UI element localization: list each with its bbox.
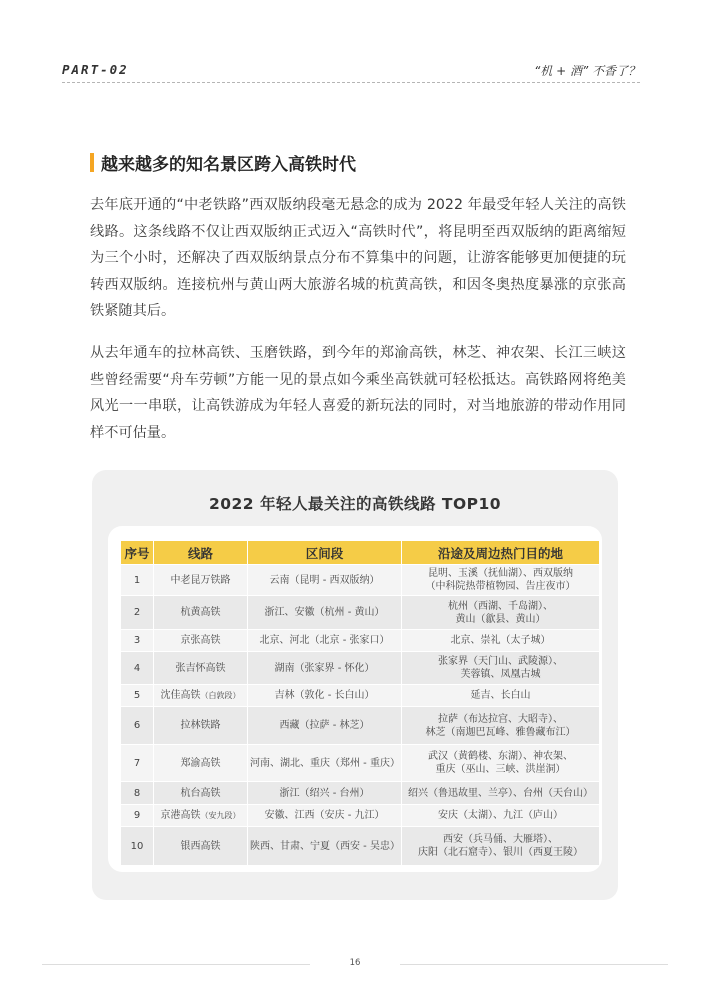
destination-line: 拉萨（布达拉宫、大昭寺）、 bbox=[438, 713, 563, 725]
row-destinations bbox=[401, 805, 599, 826]
row-no: 7 bbox=[121, 745, 153, 781]
row-destinations bbox=[401, 782, 599, 804]
destination-line: 安庆（太湖）、九江（庐山） bbox=[438, 810, 563, 821]
row-segment: 湖南（张家界 - 怀化） bbox=[247, 652, 401, 684]
row-segment: 云南（昆明 - 西双版纳） bbox=[247, 565, 401, 595]
row-segment: 吉林（敦化 - 长白山） bbox=[247, 685, 401, 706]
table-row bbox=[121, 782, 599, 804]
table-row bbox=[121, 630, 599, 651]
destination-line: 黄山（歙县、黄山） bbox=[455, 613, 546, 625]
table-row bbox=[121, 707, 599, 744]
header-route: 线路 bbox=[153, 541, 247, 564]
row-route bbox=[153, 805, 247, 826]
table-row bbox=[121, 827, 599, 865]
header-divider bbox=[62, 82, 640, 83]
row-no: 1 bbox=[121, 565, 153, 595]
row-segment: 浙江、安徽（杭州 - 黄山） bbox=[247, 596, 401, 629]
table-row bbox=[121, 685, 599, 706]
destination-line: 重庆（巫山、三峡、洪崖洞） bbox=[435, 764, 566, 775]
page-number: 16 bbox=[349, 958, 361, 968]
row-segment: 浙江（绍兴 - 台州） bbox=[247, 782, 401, 804]
row-no: 6 bbox=[121, 707, 153, 744]
destination-line: 昆明、玉溪（抚仙湖）、西双版纳 bbox=[428, 568, 573, 579]
destination-line: （中科院热带植物园、告庄夜市） bbox=[425, 581, 576, 592]
row-segment: 安徽、江西（安庆 - 九江） bbox=[247, 805, 401, 826]
row-no: 4 bbox=[121, 652, 153, 684]
destination-line: 张家界（天门山、武陵源）、 bbox=[438, 656, 563, 667]
destination-line: 延吉、长白山 bbox=[470, 690, 531, 701]
destination-line: 西安（兵马俑、大雁塔）、 bbox=[443, 834, 558, 845]
header-destinations: 沿途及周边热门目的地 bbox=[401, 541, 599, 564]
row-no: 8 bbox=[121, 782, 153, 804]
row-destinations bbox=[401, 596, 599, 629]
section-heading bbox=[90, 151, 356, 173]
row-destinations bbox=[401, 685, 599, 706]
row-route: 杭黄高铁 bbox=[153, 596, 247, 629]
part-label: PART-02 bbox=[62, 62, 129, 77]
destination-line: 林芝（南迦巴瓦峰、雅鲁藏布江） bbox=[425, 726, 576, 738]
row-destinations bbox=[401, 652, 599, 684]
header-no: 序号 bbox=[121, 541, 153, 564]
chapter-title: “机 + 酒” 不香了？ bbox=[534, 64, 640, 78]
paragraph-1: 去年底开通的“中老铁路”西双版纳段毫无悬念的成为 2022 年最受年轻人关注的高铁线路。这条线路不仅让西双版纳正式迈入“高铁时代”，将昆明至西双版纳的距离缩短为三个小时，还解决了西双版纳景点分布不算集中的问题，让游客能够更加便捷的玩转西双版纳。连接杭州与黄山两大旅游名城的杭黄高铁，和因冬奥热度暴涨的京张高铁紧随其后。 bbox=[90, 197, 626, 319]
row-destinations bbox=[401, 565, 599, 595]
row-no: 3 bbox=[121, 630, 153, 651]
destination-line: 绍兴（鲁迅故里、兰亭）、台州（天台山） bbox=[408, 787, 593, 799]
row-route: 京张高铁 bbox=[153, 630, 247, 651]
table-row bbox=[121, 596, 599, 629]
row-no: 5 bbox=[121, 685, 153, 706]
row-route bbox=[153, 685, 247, 706]
row-segment: 西藏（拉萨 - 林芝） bbox=[247, 707, 401, 744]
row-destinations bbox=[401, 827, 599, 865]
route-note: （安九段） bbox=[200, 811, 241, 820]
table-title: 2022 年轻人最关注的高铁线路 TOP10 bbox=[208, 495, 502, 513]
accent-bar bbox=[90, 153, 94, 172]
route-name: 沈佳高铁 bbox=[160, 690, 201, 701]
row-no: 2 bbox=[121, 596, 153, 629]
row-route: 拉林铁路 bbox=[153, 707, 247, 744]
paragraph-2: 从去年通车的拉林高铁、玉磨铁路，到今年的郑渝高铁，林芝、神农架、长江三峡这些曾经需要“舟车劳顿”方能一见的景点如今乘坐高铁就可轻松抵达。高铁路网将绝美风光一一串联，让高铁游成为年轻人喜爱的新玩法的同时，对当地旅游的带动作用同样不可估量。 bbox=[90, 345, 626, 441]
row-destinations bbox=[401, 707, 599, 744]
table-row bbox=[121, 805, 599, 826]
row-route: 杭台高铁 bbox=[153, 782, 247, 804]
row-destinations bbox=[401, 630, 599, 651]
destination-line: 武汉（黄鹤楼、东湖）、神农架、 bbox=[428, 751, 573, 762]
route-name: 京港高铁 bbox=[160, 810, 201, 821]
row-segment: 北京、河北（北京 - 张家口） bbox=[247, 630, 401, 651]
routes-table bbox=[121, 540, 599, 866]
table-row bbox=[121, 745, 599, 781]
row-destinations bbox=[401, 745, 599, 781]
table-row bbox=[121, 652, 599, 684]
row-segment: 河南、湖北、重庆（郑州 - 重庆） bbox=[247, 745, 401, 781]
table-row bbox=[121, 565, 599, 595]
row-route: 郑渝高铁 bbox=[153, 745, 247, 781]
destination-line: 杭州（西湖、千岛湖）、 bbox=[448, 600, 553, 612]
table-header-row bbox=[121, 541, 599, 564]
row-route: 银西高铁 bbox=[153, 827, 247, 865]
section-title: 越来越多的知名景区跨入高铁时代 bbox=[101, 154, 356, 175]
row-no: 10 bbox=[121, 827, 153, 865]
destination-line: 庆阳（北石窟寺）、银川（西夏王陵） bbox=[418, 847, 583, 858]
destination-line: 北京、崇礼（太子城） bbox=[450, 635, 551, 646]
header-segment: 区间段 bbox=[247, 541, 401, 564]
row-segment: 陕西、甘肃、宁夏（西安 - 吴忠） bbox=[247, 827, 401, 865]
row-route: 张吉怀高铁 bbox=[153, 652, 247, 684]
destination-line: 芙蓉镇、凤凰古城 bbox=[460, 669, 541, 680]
route-note: （白敦段） bbox=[200, 691, 241, 700]
row-no: 9 bbox=[121, 805, 153, 826]
row-route: 中老昆万铁路 bbox=[153, 565, 247, 595]
